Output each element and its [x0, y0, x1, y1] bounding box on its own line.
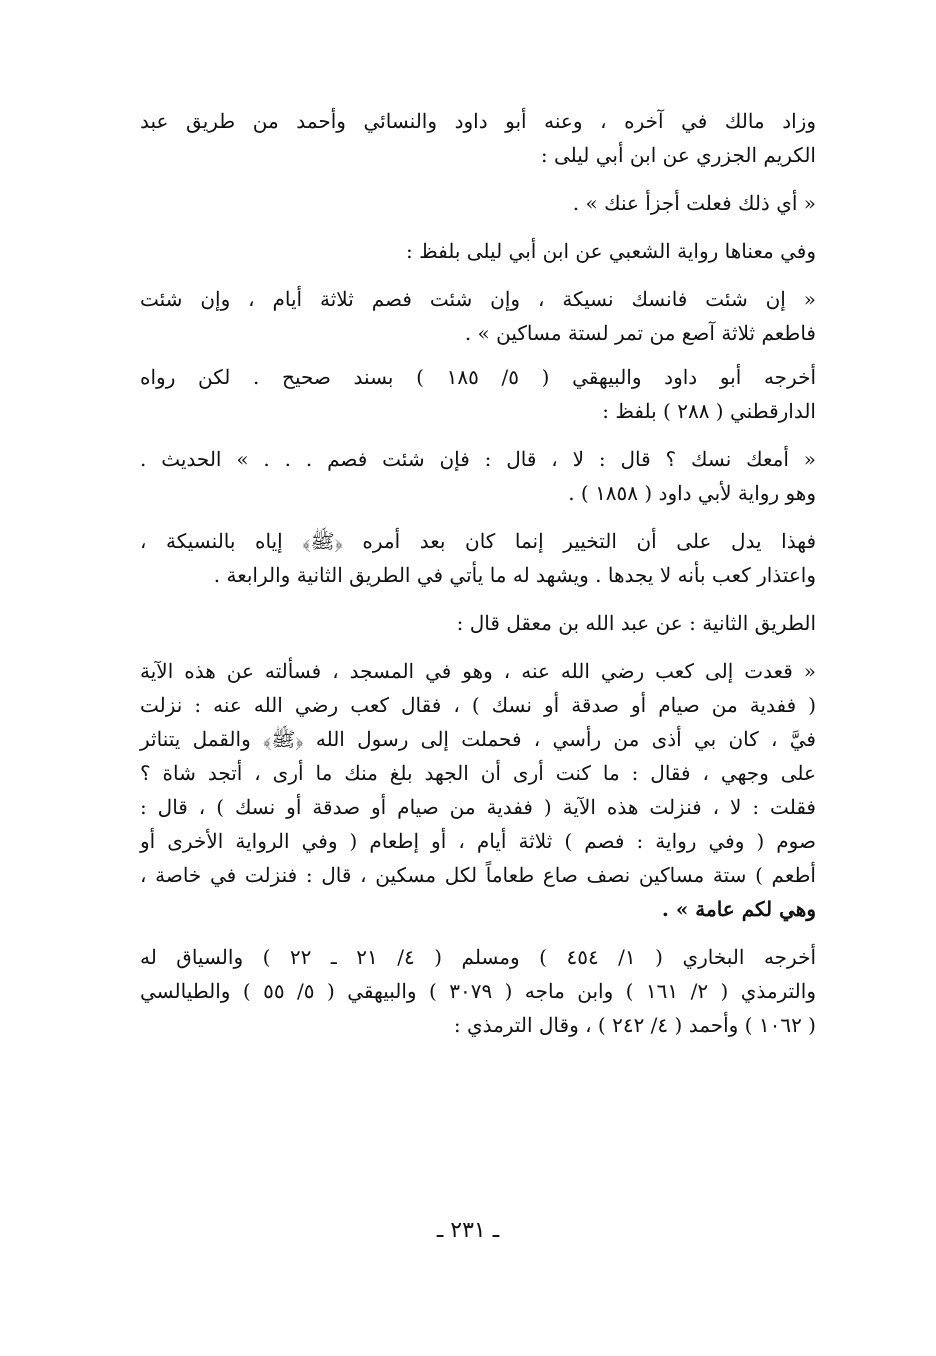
text-line: الدارقطني ( ٢٨٨ ) بلفظ :	[602, 399, 816, 423]
paragraph-4	[140, 282, 816, 350]
text-line: أخرجه البخاري ( ١/ ٤٥٤ ) ومسلم ( ٤/ ٢١ ـ ٢٢ ) والسياق له	[140, 945, 816, 969]
paragraph-9	[140, 654, 816, 926]
paragraphs	[140, 104, 816, 1042]
text-line: فقلت : لا ، فنزلت هذه الآية ( ففدية من صيام أو صدقة أو نسك ) ، قال :	[140, 795, 816, 819]
text-line: وهو رواية لأبي داود ( ١٨٥٨ ) .	[568, 481, 816, 505]
text-line: والترمذي ( ٢/ ١٦١ ) وابن ماجه ( ٣٠٧٩ ) والبيهقي ( ٥/ ٥٥ ) والطيالسي	[140, 979, 816, 1003]
page-number: ـ ٢٣١ ـ	[436, 1218, 500, 1243]
text-line: فاطعم ثلاثة آصع من تمر لستة مساكين » .	[464, 321, 816, 345]
text-line: واعتذار كعب بأنه لا يجدها . ويشهد له ما يأتي في الطريق الثانية والرابعة .	[213, 563, 816, 587]
paragraph-6	[140, 442, 816, 510]
paragraph-1	[140, 104, 816, 172]
text-line: الطريق الثانية : عن عبد الله بن معقل قال :	[456, 611, 816, 635]
text-line: فيَّ ، كان بي أذى من رأسي ، فحملت إلى رسول الله ﴿ﷺ﴾ والقمل يتناثر	[140, 727, 816, 751]
text-line: على وجهي ، فقال : ما كنت أرى أن الجهد بلغ منك ما أرى ، أتجد شاة ؟	[140, 761, 816, 785]
text-line: فهذا يدل على أن التخيير إنما كان بعد أمره ﴿ﷺ﴾ إياه بالنسيكة ،	[140, 529, 816, 553]
paragraph-5	[140, 360, 816, 428]
text-line: صوم ( وفي رواية : فصم ) ثلاثة أيام ، أو إطعام ( وفي الرواية الأخرى أو	[140, 829, 816, 853]
text-line: وزاد مالك في آخره ، وعنه أبو داود والنسائي وأحمد من طريق عبد	[140, 109, 816, 133]
text-line: « أمعك نسك ؟ قال : لا ، قال : فإن شئت فصم . . . » الحديث .	[140, 447, 816, 471]
text-line: أطعم ) ستة مساكين نصف صاع طعاماً لكل مسكين ، قال : فنزلت في خاصة ،	[140, 863, 816, 887]
paragraph-3	[140, 234, 816, 268]
text-line: وهي لكم عامة » .	[661, 897, 816, 921]
text-line: ( ففدية من صيام أو صدقة أو نسك ) ، فقال كعب رضي الله عنه : نزلت	[140, 693, 816, 717]
paragraph-2	[140, 186, 816, 220]
main-text	[140, 104, 816, 1042]
text-line: « قعدت إلى كعب رضي الله عنه ، وهو في المسجد ، فسألته عن هذه الآية	[140, 659, 816, 683]
text-line: الكريم الجزري عن ابن أبي ليلى :	[540, 143, 816, 167]
paragraph-10	[140, 940, 816, 1042]
text-line: « أي ذلك فعلت أجزأ عنك » .	[572, 191, 816, 215]
paragraph-7	[140, 524, 816, 592]
text-line: أخرجه أبو داود والبيهقي ( ٥/ ١٨٥ ) بسند صحيح . لكن رواه	[140, 365, 816, 389]
text-line: ( ١٠٦٢ ) وأحمد ( ٤/ ٢٤٢ ) ، وقال الترمذي :	[453, 1013, 816, 1037]
text-line: « إن شئت فانسك نسيكة ، وإن شئت فصم ثلاثة أيام ، وإن شئت	[140, 287, 816, 311]
paragraph-8	[140, 606, 816, 640]
text-line: وفي معناها رواية الشعبي عن ابن أبي ليلى بلفظ :	[406, 239, 816, 263]
